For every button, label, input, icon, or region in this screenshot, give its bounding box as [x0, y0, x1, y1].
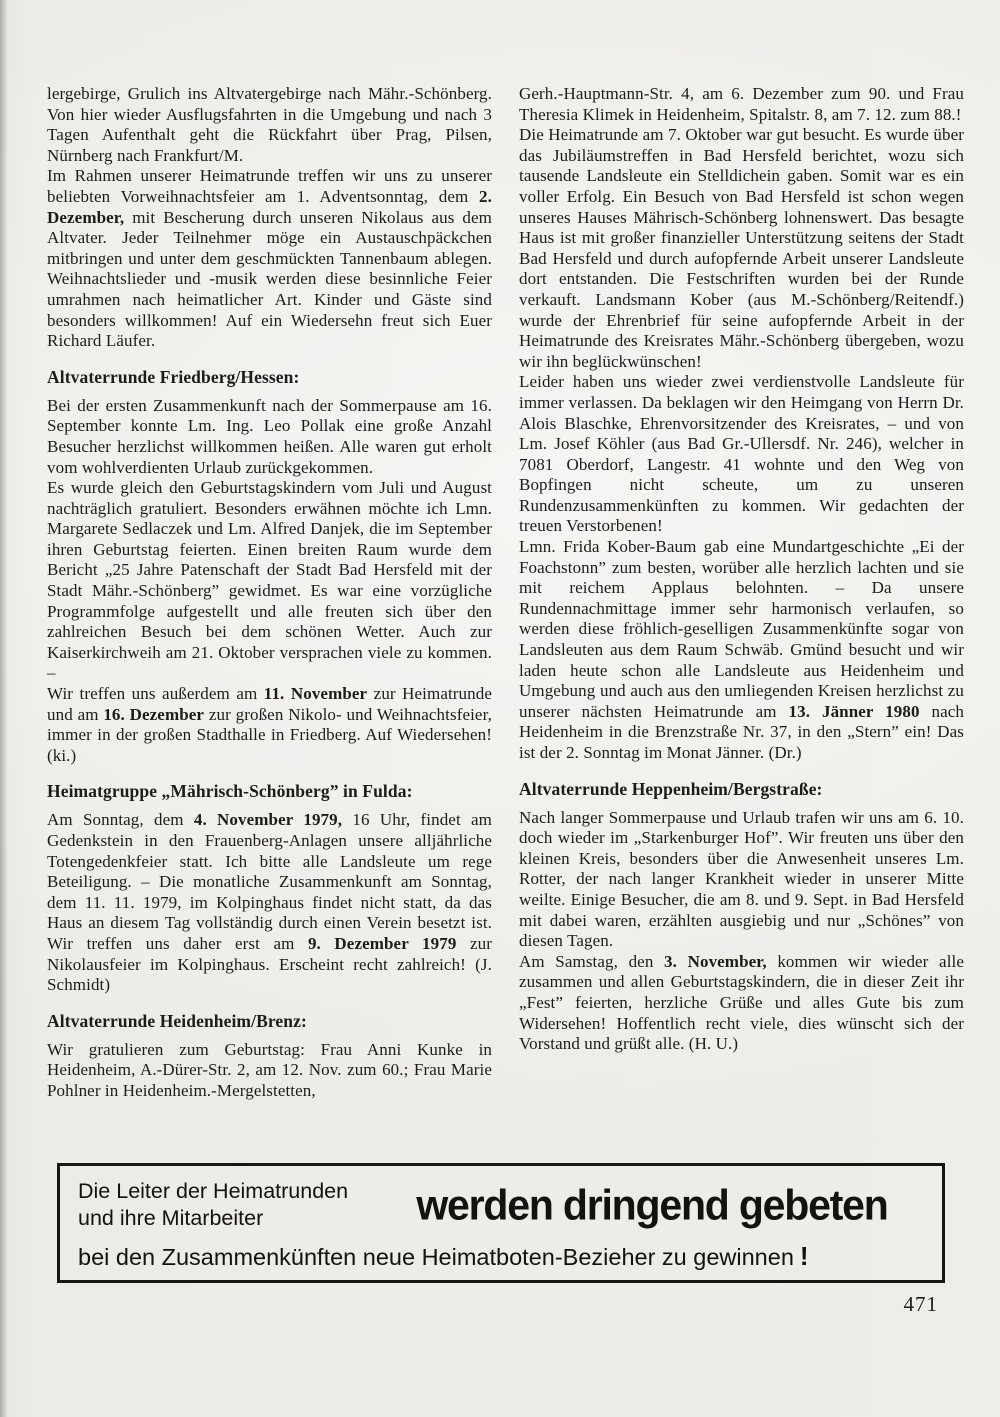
notice-box-headline: werden dringend gebeten: [416, 1180, 888, 1229]
notice-box-addressees: [78, 1178, 378, 1232]
section-heading: Altvaterrunde Heppenheim/Bergstraße:: [519, 778, 823, 799]
news-section: [47, 84, 492, 352]
scan-edge-shadow: [0, 0, 7, 1417]
notice-box-line2: bei den Zusammenkünften neue Heimatboten-Bezieher zu gewinnen: [78, 1244, 794, 1270]
section-heading: Altvaterrunde Friedberg/Hessen:: [47, 366, 300, 387]
paragraph: Am Sonntag, dem 4. November 1979, 16 Uhr, findet am Gedenkstein in den Frauenberg-Anlagen unsere alljährliche Totengedenkfeier statt. Ich bitte alle Landsleute um rege Beteiligung. – Die monatliche Zusammenkunft am Sonntag, dem 11. 11. 1979, im Kolpinghaus findet nicht statt, da das Haus an diesem Tag vollständig durch einen Verein besetzt ist. Wir treffen uns daher erst am 9. Dezember 1979 zur Nikolausfeier im Kolpinghaus. Erscheint recht zahlreich! (J. Schmidt): [47, 810, 493, 995]
paragraph: lergebirge, Grulich ins Altvatergebirge nach Mähr.-Schönberg. Von hier wieder Ausflugsfahrten in die Umgebung und nach 3 Tagen Aufenthalt geht die Rückfahrt über Prag, Pilsen, Nürnberg nach Frankfurt/M.: [47, 84, 492, 165]
news-section: [47, 781, 492, 995]
paragraph: Im Rahmen unserer Heimatrunde treffen wir uns zu unserer beliebten Vorweihnachtsfeier am 1. Adventsonntag, dem 2. Dezember, mit Bescherung durch unseren Nikolaus aus dem Altvater. Jeder Teilnehmer möge ein Austauschpäckchen mitbringen und unter dem geschmückten Tannenbaum ablegen. Weihnachtslieder und -musik werden diese besinnliche Feier umrahmen nach heimatlicher Art. Kinder und Gäste sind besonders willkommen! Auf ein Wiedersehn freut sich Euer Richard Läufer.: [47, 166, 492, 351]
paragraph: Leider haben uns wieder zwei verdienstvolle Landsleute für immer verlassen. Da beklagen wir den Heimgang von Herrn Dr. Alois Blaschke, Ehrenvorsitzender des Kreisrates, – und von Lm. Josef Köhler (aus Bad Gr.-Ullersdf. Nr. 246), welcher in 7081 Oberdorf, Langestr. 41 wohnte und den Weg von Bopfingen nicht scheute, um zu unseren Rundenzusammenkünften zu kommen. Wir gedachten der treuen Verstorbenen!: [519, 372, 964, 536]
paragraph: Es wurde gleich den Geburtstagskindern vom Juli und August nachträglich gratuliert. Besonders erwähnen möchte ich Lmn. Margarete Sedlaczek und Lm. Alfred Danjek, die im September ihren Geburtstag feierten. Einen breiten Raum wurde dem Bericht „25 Jahre Patenschaft der Stadt Bad Hersfeld mit der Stadt Mähr.-Schönberg” gewidmet. Es war eine vorzügliche Programmfolge aufgestellt und alle freuten sich über den zahlreichen Besuch bei dem schönen Wetter. Auch zur Kaiserkirchweih am 21. Oktober versprachen viele zu kommen. –: [47, 478, 492, 683]
paragraph: Die Heimatrunde am 7. Oktober war gut besucht. Es wurde über das Jubiläumstreffen in Bad Hersfeld berichtet, wozu sich tausende Landsleute ein Stelldichein gaben. Somit war es ein voller Erfolg. Ein Besuch von Bad Hersfeld ist schon wegen unseres Hauses Mährisch-Schönberg lohnenswert. Das besagte Haus ist mit großer finanzieller Unterstützung seitens der Stadt Bad Hersfeld und durch aufopfernde Arbeit unserer Landsleute dort entstanden. Die Festschriften wurden bei der Runde verkauft. Landsmann Kober (aus M.-Schönberg/Reitendf.) wurde der Ehrenbrief für seine aufopfernde Arbeit in der Heimatrunde des Kreisrates Mähr.-Schönberg übergeben, wozu wir ihn beglückwünschen!: [519, 125, 964, 371]
paragraph: Bei der ersten Zusammenkunft nach der Sommerpause am 16. September konnte Lm. Ing. Leo Pollak eine große Anzahl Besucher herzlichst willkommen heißen. Alle waren gut erholt vom wohlverdienten Urlaub zurückgekommen.: [47, 395, 492, 477]
news-section: [47, 367, 492, 767]
paragraph: Wir treffen uns außerdem am 11. November zur Heimatrunde und am 16. Dezember zur großen Nikolo- und Weihnachtsfeier, immer in der großen Stadthalle in Friedberg. Auf Wiedersehen! (ki.): [47, 684, 492, 765]
notice-box: [57, 1163, 945, 1283]
paragraph: Lmn. Frida Kober-Baum gab eine Mundartgeschichte „Ei der Foachstonn” zum besten, worüber alle herzlich lachten und sie mit reichem Applaus belohnten. – Da unsere Rundennachmittage immer sehr harmonisch verlaufen, so werden diese fröhlich-geselligen Zusammenkünfte sogar von Landsleuten aus dem Raum Schwäb. Gmünd besucht und wir laden heute schon alle Landsleute aus Heidenheim und Umgebung und auch aus den umliegenden Kreisen herzlichst zu unserer nächsten Heimatrunde am 13. Jänner 1980 nach Heidenheim in die Brenzstraße Nr. 37, in den „Stern” ein! Das ist der 2. Sonntag im Monat Jänner. (Dr.): [519, 537, 965, 762]
paragraph: Am Samstag, den 3. November, kommen wir wieder alle zusammen und allen Geburtstagskindern, die in dieser Zeit ihr „Fest” feierten, herzliche Grüße und alles Gute bis zum Widersehen! Hoffentlich recht viele, dies wünscht sich der Vorstand und grüßt alle. (H. U.): [519, 951, 964, 1054]
notice-box-exclamation: !: [799, 1241, 809, 1271]
notice-box-row2: [60, 1232, 942, 1272]
page-number: 471: [903, 1292, 938, 1316]
notice-box-line1b: und ihre Mitarbeiter: [78, 1206, 264, 1230]
section-heading: Altvaterrunde Heidenheim/Brenz:: [47, 1010, 307, 1031]
left-column: [47, 84, 492, 1102]
news-section: [519, 779, 964, 1055]
notice-box-row1: [60, 1166, 942, 1232]
two-column-text: [47, 84, 964, 1102]
right-column: [519, 84, 964, 1102]
paragraph: Nach langer Sommerpause und Urlaub trafen wir uns am 6. 10. doch wieder im „Starkenburger Hof”. Wir freuten uns über den kleinen Kreis, besonders über die Anwesenheit unseres Lm. Rotter, der nach langer Krankheit wieder in unserer Mitte weilte. Einige Besucher, die am 8. und 9. Sept. in Bad Hersfeld mit dabei waren, erzählten ausgiebig und nur „Schönes” von diesen Tagen.: [519, 807, 964, 951]
news-section: [47, 1011, 492, 1102]
notice-box-line1a: Die Leiter der Heimatrunden: [78, 1179, 349, 1203]
news-section: [519, 84, 964, 764]
paragraph: Wir gratulieren zum Geburtstag: Frau Anni Kunke in Heidenheim, A.-Dürer-Str. 2, am 12. Nov. zum 60.; Frau Marie Pohlner in Heidenheim.-Mergelstetten,: [47, 1039, 492, 1100]
paragraph: Gerh.-Hauptmann-Str. 4, am 6. Dezember zum 90. und Frau Theresia Klimek in Heidenheim, Spitalstr. 8, am 7. 12. zum 88.!: [519, 84, 964, 124]
section-heading: Heimatgruppe „Mährisch-Schönberg” in Fulda:: [47, 781, 413, 802]
